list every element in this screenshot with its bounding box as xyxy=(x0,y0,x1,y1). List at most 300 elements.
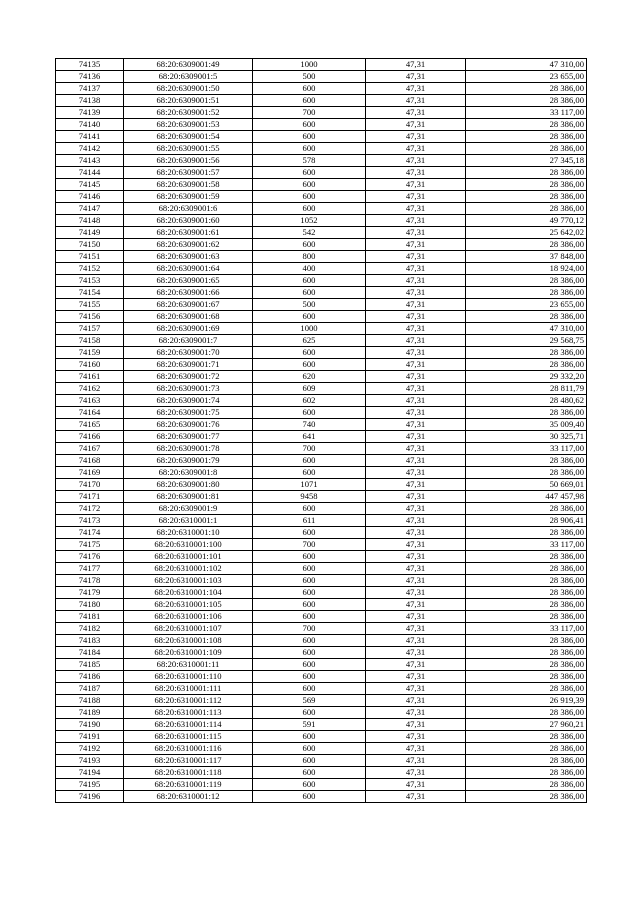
area-cell: 700 xyxy=(253,107,366,119)
row-number-cell: 74138 xyxy=(56,95,124,107)
cadastral-number-cell: 68:20:6310001:103 xyxy=(124,575,253,587)
total-value-cell: 28 386,00 xyxy=(466,635,587,647)
total-value-cell: 30 325,71 xyxy=(466,431,587,443)
table-row xyxy=(56,743,587,755)
row-number-cell: 74161 xyxy=(56,371,124,383)
total-value-cell: 28 386,00 xyxy=(466,611,587,623)
row-number-cell: 74167 xyxy=(56,443,124,455)
cadastral-number-cell: 68:20:6309001:59 xyxy=(124,191,253,203)
area-cell: 600 xyxy=(253,83,366,95)
cadastral-number-cell: 68:20:6310001:116 xyxy=(124,743,253,755)
row-number-cell: 74179 xyxy=(56,587,124,599)
total-value-cell: 27 345,18 xyxy=(466,155,587,167)
table-row xyxy=(56,443,587,455)
row-number-cell: 74156 xyxy=(56,311,124,323)
rate-cell: 47,31 xyxy=(366,323,466,335)
total-value-cell: 28 480,62 xyxy=(466,395,587,407)
table-row xyxy=(56,155,587,167)
total-value-cell: 28 386,00 xyxy=(466,287,587,299)
cadastral-number-cell: 68:20:6309001:51 xyxy=(124,95,253,107)
row-number-cell: 74142 xyxy=(56,143,124,155)
rate-cell: 47,31 xyxy=(366,479,466,491)
table-row xyxy=(56,791,587,803)
table-row xyxy=(56,563,587,575)
area-cell: 400 xyxy=(253,263,366,275)
total-value-cell: 28 386,00 xyxy=(466,527,587,539)
total-value-cell: 28 386,00 xyxy=(466,143,587,155)
area-cell: 600 xyxy=(253,635,366,647)
table-row xyxy=(56,239,587,251)
row-number-cell: 74196 xyxy=(56,791,124,803)
total-value-cell: 28 906,41 xyxy=(466,515,587,527)
cadastral-number-cell: 68:20:6309001:60 xyxy=(124,215,253,227)
row-number-cell: 74184 xyxy=(56,647,124,659)
cadastral-number-cell: 68:20:6309001:9 xyxy=(124,503,253,515)
rate-cell: 47,31 xyxy=(366,575,466,587)
table-row xyxy=(56,131,587,143)
rate-cell: 47,31 xyxy=(366,455,466,467)
area-cell: 1052 xyxy=(253,215,366,227)
area-cell: 9458 xyxy=(253,491,366,503)
rate-cell: 47,31 xyxy=(366,467,466,479)
cadastral-number-cell: 68:20:6310001:105 xyxy=(124,599,253,611)
total-value-cell: 28 386,00 xyxy=(466,587,587,599)
table-row xyxy=(56,71,587,83)
rate-cell: 47,31 xyxy=(366,335,466,347)
total-value-cell: 28 386,00 xyxy=(466,455,587,467)
table-row xyxy=(56,707,587,719)
table-row xyxy=(56,347,587,359)
row-number-cell: 74157 xyxy=(56,323,124,335)
rate-cell: 47,31 xyxy=(366,251,466,263)
table-row xyxy=(56,671,587,683)
cadastral-number-cell: 68:20:6310001:110 xyxy=(124,671,253,683)
total-value-cell: 28 386,00 xyxy=(466,467,587,479)
total-value-cell: 28 386,00 xyxy=(466,575,587,587)
table-row xyxy=(56,371,587,383)
area-cell: 600 xyxy=(253,191,366,203)
rate-cell: 47,31 xyxy=(366,731,466,743)
area-cell: 500 xyxy=(253,71,366,83)
rate-cell: 47,31 xyxy=(366,719,466,731)
area-cell: 600 xyxy=(253,467,366,479)
area-cell: 600 xyxy=(253,563,366,575)
rate-cell: 47,31 xyxy=(366,659,466,671)
row-number-cell: 74172 xyxy=(56,503,124,515)
rate-cell: 47,31 xyxy=(366,287,466,299)
total-value-cell: 28 386,00 xyxy=(466,743,587,755)
cadastral-number-cell: 68:20:6309001:5 xyxy=(124,71,253,83)
area-cell: 700 xyxy=(253,623,366,635)
total-value-cell: 28 386,00 xyxy=(466,131,587,143)
row-number-cell: 74159 xyxy=(56,347,124,359)
total-value-cell: 28 386,00 xyxy=(466,791,587,803)
area-cell: 500 xyxy=(253,299,366,311)
cadastral-number-cell: 68:20:6309001:67 xyxy=(124,299,253,311)
table-row xyxy=(56,479,587,491)
rate-cell: 47,31 xyxy=(366,311,466,323)
table-row xyxy=(56,719,587,731)
rate-cell: 47,31 xyxy=(366,263,466,275)
rate-cell: 47,31 xyxy=(366,59,466,71)
table-row xyxy=(56,203,587,215)
table-body xyxy=(56,59,587,803)
row-number-cell: 74150 xyxy=(56,239,124,251)
rate-cell: 47,31 xyxy=(366,383,466,395)
cadastral-number-cell: 68:20:6309001:49 xyxy=(124,59,253,71)
area-cell: 600 xyxy=(253,119,366,131)
table-row xyxy=(56,407,587,419)
total-value-cell: 18 924,00 xyxy=(466,263,587,275)
rate-cell: 47,31 xyxy=(366,491,466,503)
rate-cell: 47,31 xyxy=(366,275,466,287)
cadastral-number-cell: 68:20:6309001:55 xyxy=(124,143,253,155)
total-value-cell: 28 386,00 xyxy=(466,647,587,659)
row-number-cell: 74137 xyxy=(56,83,124,95)
area-cell: 542 xyxy=(253,227,366,239)
cadastral-number-cell: 68:20:6309001:63 xyxy=(124,251,253,263)
rate-cell: 47,31 xyxy=(366,779,466,791)
total-value-cell: 37 848,00 xyxy=(466,251,587,263)
cadastral-number-cell: 68:20:6310001:104 xyxy=(124,587,253,599)
cadastral-value-table xyxy=(55,58,587,803)
table-row xyxy=(56,395,587,407)
row-number-cell: 74152 xyxy=(56,263,124,275)
table-row xyxy=(56,275,587,287)
table-row xyxy=(56,551,587,563)
rate-cell: 47,31 xyxy=(366,191,466,203)
area-cell: 1000 xyxy=(253,59,366,71)
row-number-cell: 74145 xyxy=(56,179,124,191)
table-row xyxy=(56,539,587,551)
cadastral-number-cell: 68:20:6310001:102 xyxy=(124,563,253,575)
rate-cell: 47,31 xyxy=(366,371,466,383)
rate-cell: 47,31 xyxy=(366,227,466,239)
area-cell: 600 xyxy=(253,683,366,695)
cadastral-number-cell: 68:20:6309001:62 xyxy=(124,239,253,251)
row-number-cell: 74170 xyxy=(56,479,124,491)
table-row xyxy=(56,311,587,323)
table-row xyxy=(56,191,587,203)
area-cell: 600 xyxy=(253,287,366,299)
row-number-cell: 74182 xyxy=(56,623,124,635)
rate-cell: 47,31 xyxy=(366,647,466,659)
total-value-cell: 33 117,00 xyxy=(466,107,587,119)
area-cell: 600 xyxy=(253,131,366,143)
row-number-cell: 74141 xyxy=(56,131,124,143)
cadastral-number-cell: 68:20:6310001:113 xyxy=(124,707,253,719)
rate-cell: 47,31 xyxy=(366,539,466,551)
row-number-cell: 74144 xyxy=(56,167,124,179)
rate-cell: 47,31 xyxy=(366,431,466,443)
rate-cell: 47,31 xyxy=(366,107,466,119)
total-value-cell: 28 386,00 xyxy=(466,683,587,695)
table-row xyxy=(56,107,587,119)
table-row xyxy=(56,779,587,791)
rate-cell: 47,31 xyxy=(366,743,466,755)
cadastral-number-cell: 68:20:6309001:52 xyxy=(124,107,253,119)
cadastral-number-cell: 68:20:6309001:72 xyxy=(124,371,253,383)
rate-cell: 47,31 xyxy=(366,755,466,767)
table-row xyxy=(56,683,587,695)
rate-cell: 47,31 xyxy=(366,563,466,575)
total-value-cell: 28 386,00 xyxy=(466,239,587,251)
area-cell: 600 xyxy=(253,407,366,419)
row-number-cell: 74151 xyxy=(56,251,124,263)
cadastral-number-cell: 68:20:6310001:10 xyxy=(124,527,253,539)
total-value-cell: 28 386,00 xyxy=(466,347,587,359)
row-number-cell: 74168 xyxy=(56,455,124,467)
rate-cell: 47,31 xyxy=(366,707,466,719)
area-cell: 600 xyxy=(253,779,366,791)
area-cell: 600 xyxy=(253,659,366,671)
rate-cell: 47,31 xyxy=(366,347,466,359)
area-cell: 600 xyxy=(253,311,366,323)
total-value-cell: 47 310,00 xyxy=(466,323,587,335)
cadastral-number-cell: 68:20:6310001:12 xyxy=(124,791,253,803)
table-row xyxy=(56,419,587,431)
total-value-cell: 28 386,00 xyxy=(466,191,587,203)
row-number-cell: 74176 xyxy=(56,551,124,563)
table-row xyxy=(56,359,587,371)
rate-cell: 47,31 xyxy=(366,71,466,83)
rate-cell: 47,31 xyxy=(366,503,466,515)
row-number-cell: 74160 xyxy=(56,359,124,371)
area-cell: 600 xyxy=(253,95,366,107)
table-row xyxy=(56,647,587,659)
rate-cell: 47,31 xyxy=(366,683,466,695)
total-value-cell: 28 386,00 xyxy=(466,671,587,683)
area-cell: 641 xyxy=(253,431,366,443)
area-cell: 600 xyxy=(253,707,366,719)
total-value-cell: 28 386,00 xyxy=(466,119,587,131)
table-row xyxy=(56,383,587,395)
cadastral-number-cell: 68:20:6309001:54 xyxy=(124,131,253,143)
table-row xyxy=(56,515,587,527)
cadastral-number-cell: 68:20:6309001:78 xyxy=(124,443,253,455)
table-row xyxy=(56,95,587,107)
table-row xyxy=(56,503,587,515)
row-number-cell: 74148 xyxy=(56,215,124,227)
rate-cell: 47,31 xyxy=(366,623,466,635)
cadastral-number-cell: 68:20:6309001:68 xyxy=(124,311,253,323)
cadastral-number-cell: 68:20:6309001:79 xyxy=(124,455,253,467)
total-value-cell: 28 386,00 xyxy=(466,707,587,719)
cadastral-number-cell: 68:20:6309001:75 xyxy=(124,407,253,419)
cadastral-number-cell: 68:20:6309001:8 xyxy=(124,467,253,479)
row-number-cell: 74190 xyxy=(56,719,124,731)
total-value-cell: 28 386,00 xyxy=(466,659,587,671)
rate-cell: 47,31 xyxy=(366,599,466,611)
cadastral-number-cell: 68:20:6309001:50 xyxy=(124,83,253,95)
rate-cell: 47,31 xyxy=(366,791,466,803)
rate-cell: 47,31 xyxy=(366,515,466,527)
total-value-cell: 33 117,00 xyxy=(466,443,587,455)
area-cell: 600 xyxy=(253,275,366,287)
total-value-cell: 28 386,00 xyxy=(466,359,587,371)
row-number-cell: 74193 xyxy=(56,755,124,767)
area-cell: 602 xyxy=(253,395,366,407)
row-number-cell: 74195 xyxy=(56,779,124,791)
row-number-cell: 74136 xyxy=(56,71,124,83)
total-value-cell: 28 386,00 xyxy=(466,563,587,575)
area-cell: 609 xyxy=(253,383,366,395)
area-cell: 600 xyxy=(253,575,366,587)
total-value-cell: 28 386,00 xyxy=(466,731,587,743)
table-row xyxy=(56,587,587,599)
cadastral-number-cell: 68:20:6309001:73 xyxy=(124,383,253,395)
cadastral-number-cell: 68:20:6310001:115 xyxy=(124,731,253,743)
cadastral-number-cell: 68:20:6309001:53 xyxy=(124,119,253,131)
cadastral-number-cell: 68:20:6310001:109 xyxy=(124,647,253,659)
table-row xyxy=(56,83,587,95)
rate-cell: 47,31 xyxy=(366,407,466,419)
area-cell: 1000 xyxy=(253,323,366,335)
row-number-cell: 74183 xyxy=(56,635,124,647)
rate-cell: 47,31 xyxy=(366,179,466,191)
area-cell: 600 xyxy=(253,587,366,599)
total-value-cell: 33 117,00 xyxy=(466,623,587,635)
row-number-cell: 74177 xyxy=(56,563,124,575)
row-number-cell: 74180 xyxy=(56,599,124,611)
table-row xyxy=(56,491,587,503)
cadastral-number-cell: 68:20:6310001:111 xyxy=(124,683,253,695)
area-cell: 620 xyxy=(253,371,366,383)
area-cell: 600 xyxy=(253,179,366,191)
rate-cell: 47,31 xyxy=(366,419,466,431)
table-row xyxy=(56,767,587,779)
cadastral-number-cell: 68:20:6309001:74 xyxy=(124,395,253,407)
rate-cell: 47,31 xyxy=(366,551,466,563)
row-number-cell: 74188 xyxy=(56,695,124,707)
row-number-cell: 74140 xyxy=(56,119,124,131)
row-number-cell: 74189 xyxy=(56,707,124,719)
table-row xyxy=(56,659,587,671)
row-number-cell: 74192 xyxy=(56,743,124,755)
total-value-cell: 28 386,00 xyxy=(466,179,587,191)
table-row xyxy=(56,623,587,635)
total-value-cell: 28 386,00 xyxy=(466,203,587,215)
table-row xyxy=(56,215,587,227)
table-row xyxy=(56,599,587,611)
area-cell: 700 xyxy=(253,443,366,455)
area-cell: 569 xyxy=(253,695,366,707)
area-cell: 740 xyxy=(253,419,366,431)
row-number-cell: 74135 xyxy=(56,59,124,71)
cadastral-number-cell: 68:20:6309001:66 xyxy=(124,287,253,299)
rate-cell: 47,31 xyxy=(366,143,466,155)
cadastral-number-cell: 68:20:6310001:119 xyxy=(124,779,253,791)
total-value-cell: 26 919,39 xyxy=(466,695,587,707)
total-value-cell: 28 386,00 xyxy=(466,407,587,419)
row-number-cell: 74153 xyxy=(56,275,124,287)
row-number-cell: 74143 xyxy=(56,155,124,167)
row-number-cell: 74154 xyxy=(56,287,124,299)
rate-cell: 47,31 xyxy=(366,395,466,407)
table-row xyxy=(56,575,587,587)
total-value-cell: 28 386,00 xyxy=(466,275,587,287)
row-number-cell: 74178 xyxy=(56,575,124,587)
total-value-cell: 29 568,75 xyxy=(466,335,587,347)
row-number-cell: 74139 xyxy=(56,107,124,119)
cadastral-number-cell: 68:20:6309001:81 xyxy=(124,491,253,503)
table-row xyxy=(56,143,587,155)
table-row xyxy=(56,299,587,311)
total-value-cell: 28 386,00 xyxy=(466,767,587,779)
rate-cell: 47,31 xyxy=(366,215,466,227)
row-number-cell: 74166 xyxy=(56,431,124,443)
row-number-cell: 74186 xyxy=(56,671,124,683)
cadastral-number-cell: 68:20:6309001:56 xyxy=(124,155,253,167)
table-row xyxy=(56,251,587,263)
cadastral-number-cell: 68:20:6310001:11 xyxy=(124,659,253,671)
cadastral-number-cell: 68:20:6310001:107 xyxy=(124,623,253,635)
cadastral-number-cell: 68:20:6309001:64 xyxy=(124,263,253,275)
total-value-cell: 28 811,79 xyxy=(466,383,587,395)
total-value-cell: 28 386,00 xyxy=(466,95,587,107)
cadastral-number-cell: 68:20:6310001:106 xyxy=(124,611,253,623)
row-number-cell: 74146 xyxy=(56,191,124,203)
rate-cell: 47,31 xyxy=(366,671,466,683)
cadastral-number-cell: 68:20:6309001:71 xyxy=(124,359,253,371)
row-number-cell: 74162 xyxy=(56,383,124,395)
total-value-cell: 447 457,98 xyxy=(466,491,587,503)
cadastral-number-cell: 68:20:6309001:77 xyxy=(124,431,253,443)
area-cell: 600 xyxy=(253,455,366,467)
cadastral-number-cell: 68:20:6309001:58 xyxy=(124,179,253,191)
area-cell: 600 xyxy=(253,527,366,539)
area-cell: 600 xyxy=(253,347,366,359)
total-value-cell: 50 669,01 xyxy=(466,479,587,491)
total-value-cell: 28 386,00 xyxy=(466,755,587,767)
table-row xyxy=(56,167,587,179)
row-number-cell: 74149 xyxy=(56,227,124,239)
cadastral-number-cell: 68:20:6309001:7 xyxy=(124,335,253,347)
total-value-cell: 49 770,12 xyxy=(466,215,587,227)
area-cell: 600 xyxy=(253,671,366,683)
total-value-cell: 23 655,00 xyxy=(466,299,587,311)
cadastral-number-cell: 68:20:6310001:108 xyxy=(124,635,253,647)
cadastral-number-cell: 68:20:6310001:118 xyxy=(124,767,253,779)
area-cell: 600 xyxy=(253,647,366,659)
area-cell: 578 xyxy=(253,155,366,167)
total-value-cell: 28 386,00 xyxy=(466,167,587,179)
area-cell: 800 xyxy=(253,251,366,263)
cadastral-number-cell: 68:20:6310001:112 xyxy=(124,695,253,707)
row-number-cell: 74187 xyxy=(56,683,124,695)
cadastral-number-cell: 68:20:6310001:114 xyxy=(124,719,253,731)
area-cell: 600 xyxy=(253,611,366,623)
table-row xyxy=(56,335,587,347)
rate-cell: 47,31 xyxy=(366,167,466,179)
cadastral-number-cell: 68:20:6309001:69 xyxy=(124,323,253,335)
rate-cell: 47,31 xyxy=(366,131,466,143)
total-value-cell: 23 655,00 xyxy=(466,71,587,83)
rate-cell: 47,31 xyxy=(366,611,466,623)
row-number-cell: 74173 xyxy=(56,515,124,527)
rate-cell: 47,31 xyxy=(366,239,466,251)
row-number-cell: 74169 xyxy=(56,467,124,479)
table-row xyxy=(56,431,587,443)
total-value-cell: 28 386,00 xyxy=(466,551,587,563)
table-row xyxy=(56,611,587,623)
table-row xyxy=(56,635,587,647)
row-number-cell: 74174 xyxy=(56,527,124,539)
area-cell: 600 xyxy=(253,731,366,743)
row-number-cell: 74163 xyxy=(56,395,124,407)
rate-cell: 47,31 xyxy=(366,527,466,539)
total-value-cell: 28 386,00 xyxy=(466,83,587,95)
